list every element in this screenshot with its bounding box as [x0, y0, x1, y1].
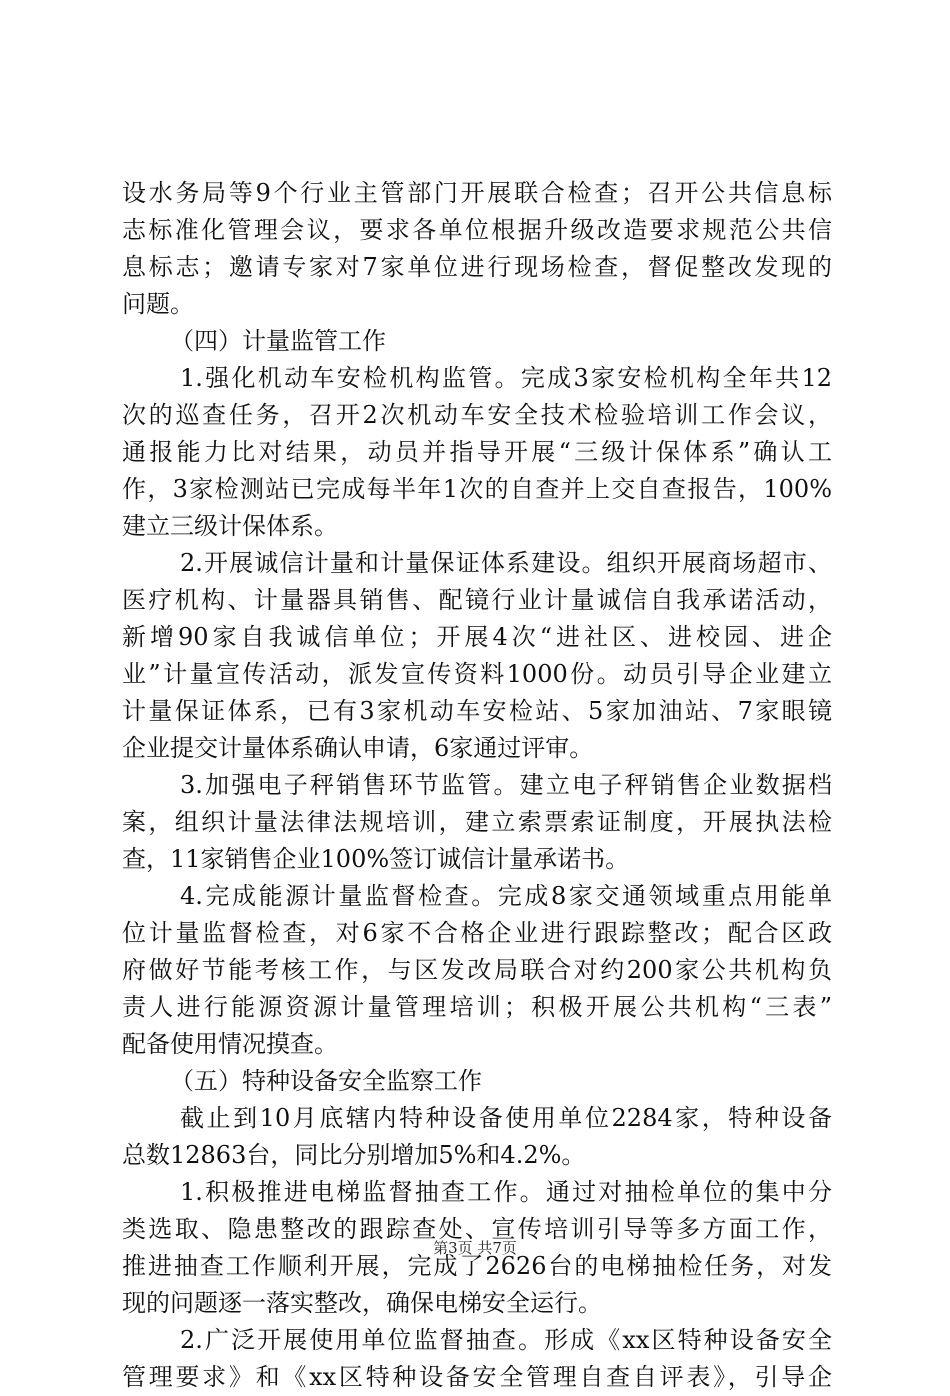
text-line: 医疗机构、计量器具销售、配镜行业计量诚信自我承诺活动，: [122, 586, 832, 614]
text-line: 类选取、隐患整改的跟踪查处、宣传培训引导等多方面工作，: [122, 1215, 832, 1243]
text-line: 总数12863台，同比分别增加5%和4.2%。: [122, 1141, 586, 1169]
text-line: 现的问题逐一落实整改，确保电梯安全运行。: [122, 1289, 602, 1317]
document-body: [122, 175, 832, 1396]
text-line: 府做好节能考核工作，与区发改局联合对约200家公共机构负: [122, 956, 832, 984]
text-line: 1.积极推进电梯监督抽查工作。通过对抽检单位的集中分: [180, 1178, 832, 1206]
text-line: 责人进行能源资源计量管理培训；积极开展公共机构“三表”: [122, 993, 832, 1021]
text-line: 次的巡查任务，召开2次机动车安全技术检验培训工作会议，: [122, 401, 832, 429]
text-line: 建立三级计保体系。: [122, 512, 338, 540]
section-heading: （四）计量监管工作: [170, 327, 386, 355]
text-line: 通报能力比对结果，动员并指导开展“三级计保体系”确认工: [122, 438, 832, 466]
text-line: 设水务局等9个行业主管部门开展联合检查；召开公共信息标: [122, 179, 832, 207]
text-line: 查，11家销售企业100%签订诚信计量承诺书。: [122, 845, 630, 873]
text-line: 3.加强电子秤销售环节监管。建立电子秤销售企业数据档: [180, 771, 832, 799]
text-line: 截止到10月底辖内特种设备使用单位2284家，特种设备: [180, 1104, 832, 1132]
text-line: 企业提交计量体系确认申请，6家通过评审。: [122, 734, 594, 762]
text-line: 4.完成能源计量监督检查。完成8家交通领域重点用能单: [180, 882, 832, 910]
text-line: 计量保证体系，已有3家机动车安检站、5家加油站、7家眼镜: [122, 697, 832, 725]
text-line: 位计量监督检查，对6家不合格企业进行跟踪整改；配合区政: [122, 919, 832, 947]
text-line: 2.广泛开展使用单位监督抽查。形成《xx区特种设备安全: [180, 1326, 832, 1354]
text-line: 新增90家自我诚信单位；开展4次“进社区、进校园、进企: [122, 623, 832, 651]
text-line: 案，组织计量法律法规培训，建立索票索证制度，开展执法检: [122, 808, 832, 836]
text-line: 息标志；邀请专家对7家单位进行现场检查，督促整改发现的: [122, 253, 832, 281]
text-line: 配备使用情况摸查。: [122, 1030, 338, 1058]
text-line: 1.强化机动车安检机构监管。完成3家安检机构全年共12: [180, 364, 832, 392]
text-line: 问题。: [122, 290, 194, 318]
text-line: 管理要求》和《xx区特种设备安全管理自查自评表》，引导企: [122, 1363, 832, 1391]
text-line: 推进抽查工作顺利开展，完成了2626台的电梯抽检任务，对发: [122, 1252, 832, 1280]
text-line: 作，3家检测站已完成每半年1次的自查并上交自查报告，100%: [122, 475, 832, 503]
text-line: 志标准化管理会议，要求各单位根据升级改造要求规范公共信: [122, 216, 832, 244]
page-number-label: 第3页 共7页: [433, 1239, 517, 1257]
page-footer: [0, 1238, 950, 1258]
text-line: 业”计量宣传活动，派发宣传资料1000份。动员引导企业建立: [122, 660, 832, 688]
section-heading: （五）特种设备安全监察工作: [170, 1067, 482, 1095]
text-line: 2.开展诚信计量和计量保证体系建设。组织开展商场超市、: [180, 549, 832, 577]
